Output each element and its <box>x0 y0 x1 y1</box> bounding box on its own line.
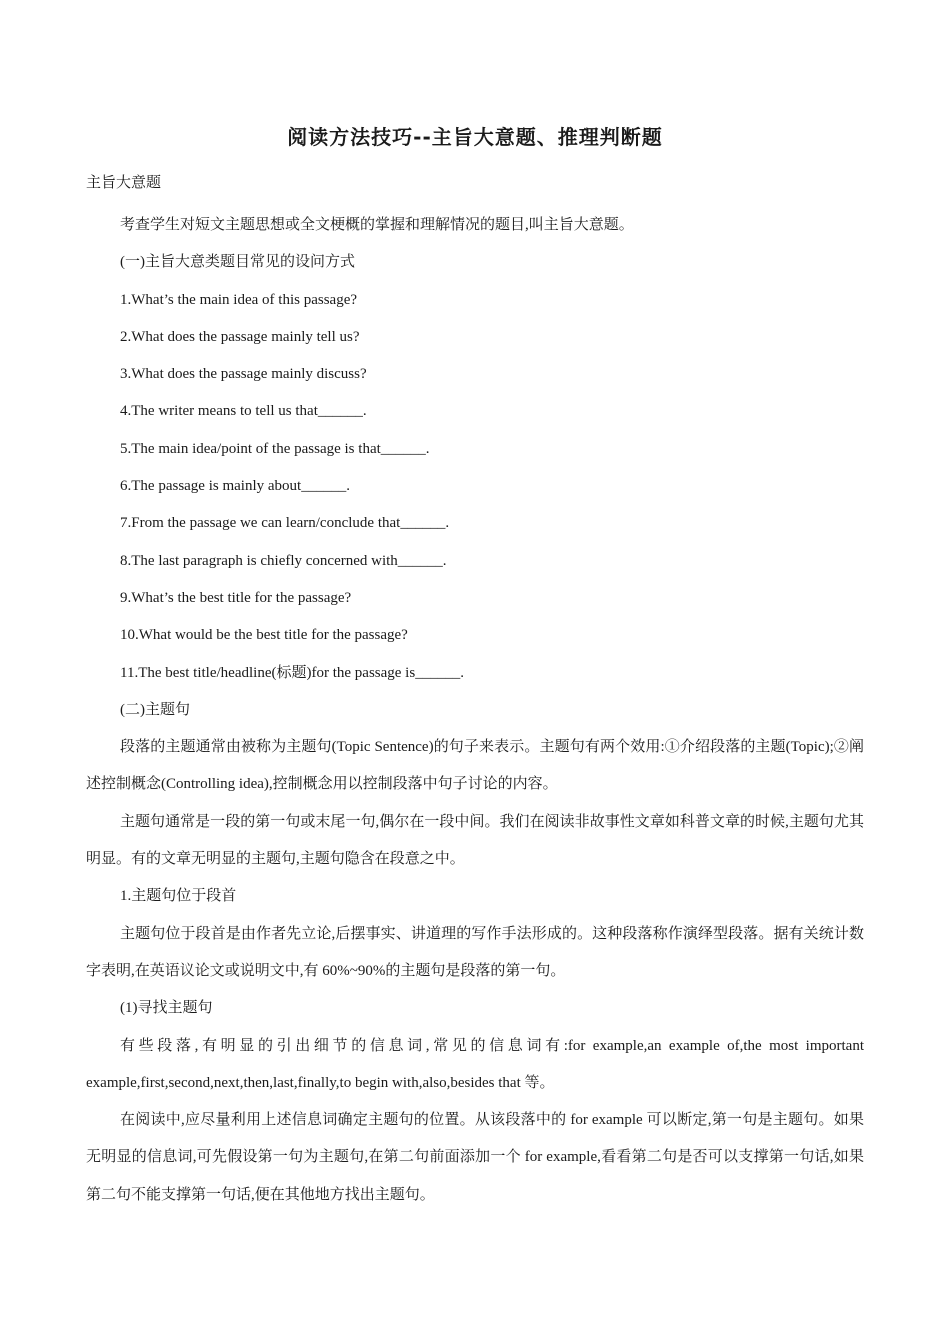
document-title: 阅读方法技巧--主旨大意题、推理判断题 <box>287 125 663 149</box>
question-form-item: 9.What’s the best title for the passage? <box>120 589 352 606</box>
question-form-item: 11.The best title/headline(标题)for the passage is______. <box>120 664 464 681</box>
subheading-paragraph-start: 1.主题句位于段首 <box>120 888 237 905</box>
paragraph-topic-sentence-intro: 段落的主题通常由被称为主题句(Topic Sentence)的句子来表示。主题句有两个效用:①介绍段落的主题(Topic);②阐述控制概念(Controlling idea),控制概念用以控制段落中句子讨论的内容。 <box>86 739 864 793</box>
question-form-item: 2.What does the passage mainly tell us? <box>120 328 360 345</box>
paragraph-locate-topic-sentence: 在阅读中,应尽量利用上述信息词确定主题句的位置。从该段落中的 for example 可以断定,第一句是主题句。如果无明显的信息词,可先假设第一句为主题句,在第二句前面添加一个 for example,看看第二句是否可以支撑第一句话,如果第二句不能支撑第一句话,便在其他地方找出主题句。 <box>86 1112 864 1203</box>
question-form-item: 4.The writer means to tell us that______. <box>120 403 367 420</box>
subheading-find-topic-sentence: (1)寻找主题句 <box>120 1000 213 1017</box>
paragraph-deductive: 主题句位于段首是由作者先立论,后摆事实、讲道理的写作手法形成的。这种段落称作演绎型段落。据有关统计数字表明,在英语议论文或说明文中,有 60%~90%的主题句是段落的第一句。 <box>86 925 864 979</box>
document-body <box>86 207 864 1214</box>
paragraph-definition: 考查学生对短文主题思想或全文梗概的掌握和理解情况的题目,叫主旨大意题。 <box>120 217 634 233</box>
question-form-item: 6.The passage is mainly about______. <box>120 478 350 495</box>
question-form-item: 10.What would be the best title for the passage? <box>120 627 408 644</box>
question-form-item: 7.From the passage we can learn/conclude that______. <box>120 515 450 532</box>
question-form-item: 5.The main idea/point of the passage is that______. <box>120 440 430 457</box>
subheading-topic-sentence: (二)主题句 <box>120 701 190 718</box>
paragraph-topic-sentence-position: 主题句通常是一段的第一句或末尾一句,偶尔在一段中间。我们在阅读非故事性文章如科普文章的时候,主题句尤其明显。有的文章无明显的主题句,主题句隐含在段意之中。 <box>86 813 864 868</box>
question-form-item: 1.What’s the main idea of this passage? <box>120 291 358 308</box>
subheading-question-forms: (一)主旨大意类题目常见的设问方式 <box>120 254 355 271</box>
section-heading: 主旨大意题 <box>86 175 162 191</box>
question-form-item: 8.The last paragraph is chiefly concerned with______. <box>120 552 447 569</box>
question-form-item: 3.What does the passage mainly discuss? <box>120 366 367 383</box>
paragraph-signal-words: 有些段落,有明显的引出细节的信息词,常见的信息词有:for example,an example of,the most important example,first,second,next,then,last,finally,to begin with,also,besides that 等。 <box>86 1037 864 1091</box>
